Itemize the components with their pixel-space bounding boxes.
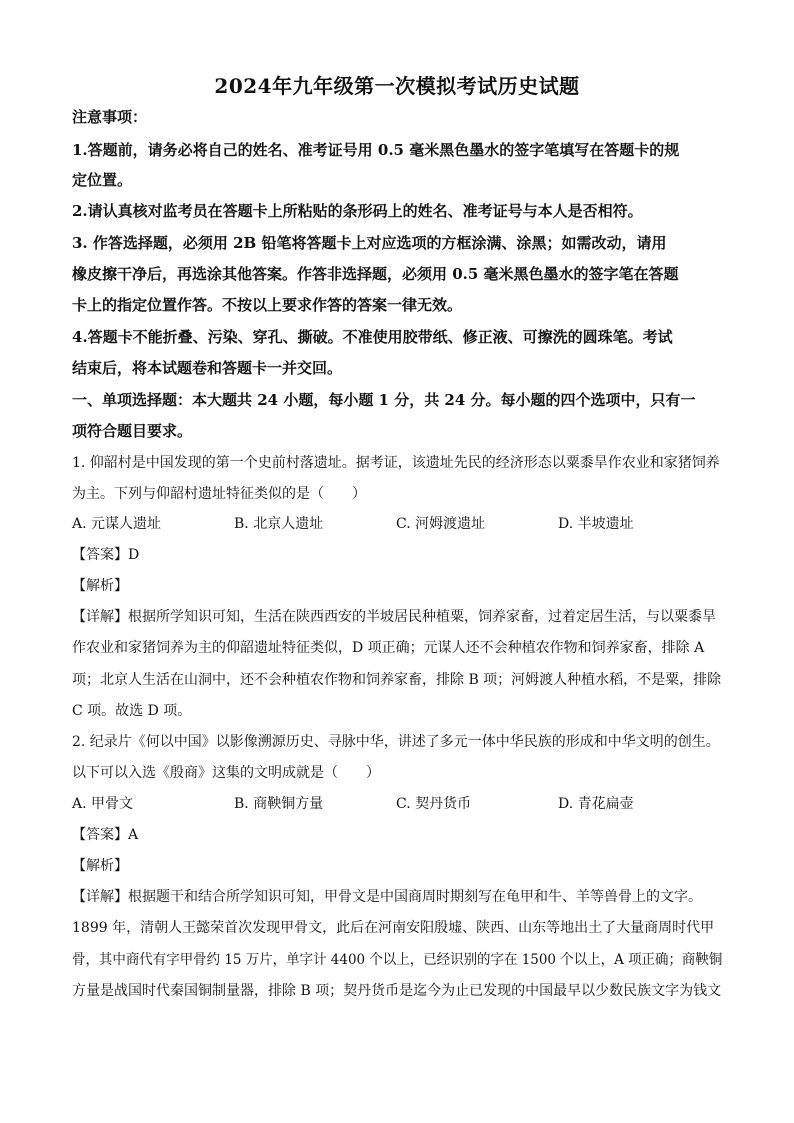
question-2-answer: 【答案】A	[72, 827, 139, 843]
notice-heading: 注意事项：	[72, 108, 148, 126]
question-2-detail-line-4: 方量是战国时代秦国铜制量器，排除 B 项；契丹货币是迄今为止已发现的中国最早以少数民族文字为钱文	[72, 983, 722, 999]
question-1-stem-line-1: 1. 仰韶村是中国发现的第一个史前村落遗址。据考证，该遗址先民的经济形态以粟黍旱作农业和家猪饲养	[72, 455, 720, 471]
question-1-answer: 【答案】D	[72, 547, 140, 563]
notice-item-3-line-1: 3. 作答选择题，必须用 2B 铅笔将答题卡上对应选项的方框涂满、涂黑；如需改动，请用	[72, 234, 667, 252]
notice-item-4-line-1: 4.答题卡不能折叠、污染、穿孔、撕破。不准使用胶带纸、修正液、可擦洗的圆珠笔。考试	[72, 328, 673, 346]
question-2-detail-line-1: 【详解】根据题干和结合所学知识可知，甲骨文是中国商周时期刻写在龟甲和牛、羊等兽骨上的文字。	[72, 889, 702, 905]
notice-item-3-line-3: 卡上的指定位置作答。不按以上要求作答的答案一律无效。	[72, 296, 463, 314]
question-2-stem-line-2: 以下可以入选《殷商》这集的文明成就是（ ）	[72, 765, 380, 781]
question-1-detail-line-1: 【详解】根据所学知识可知，生活在陕西西安的半坡居民种植粟，饲养家畜，过着定居生活，与以粟黍旱	[72, 609, 716, 625]
question-1-detail-line-3: 项；北京人生活在山洞中，还不会种植农作物和饲养家畜，排除 B 项；河姆渡人种植水稻，不是粟，排除	[72, 672, 722, 688]
question-2-analysis-label: 【解析】	[72, 858, 128, 874]
question-2-detail-line-3: 骨，其中商代有字甲骨约 15 万片，单字计 4400 个以上，已经识别的字在 1500 个以上，A 项正确；商鞅铜	[72, 952, 723, 968]
question-2-stem-line-1: 2. 纪录片《何以中国》以影像溯源历史、寻脉中华，讲述了多元一体中华民族的形成和中华文明的创生。	[72, 734, 720, 750]
question-2-option-a: A. 甲骨文	[72, 796, 134, 812]
question-1-option-c: C. 河姆渡遗址	[396, 516, 486, 532]
page-title: 2024年九年级第一次模拟考试历史试题	[214, 74, 580, 98]
question-2-detail-line-2: 1899 年，清朝人王懿荣首次发现甲骨文，此后在河南安阳殷墟、陕西、山东等地出土了大量商周时代甲	[72, 920, 715, 936]
question-1-option-d: D. 半坡遗址	[558, 516, 634, 532]
question-2-option-d: D. 青花扁壶	[558, 796, 634, 812]
question-1-option-a: A. 元谋人遗址	[72, 516, 162, 532]
question-1-option-b: B. 北京人遗址	[234, 516, 324, 532]
notice-item-1-line-2: 定位置。	[72, 171, 133, 189]
notice-item-3-line-2: 橡皮擦干净后，再选涂其他答案。作答非选择题，必须用 0.5 毫米黑色墨水的签字笔在答题	[72, 265, 679, 283]
notice-item-1-line-1: 1.答题前，请务必将自己的姓名、准考证号用 0.5 毫米黑色墨水的签字笔填写在答题卡的规	[72, 141, 680, 159]
question-1-analysis-label: 【解析】	[72, 578, 128, 594]
section-heading-line-1: 一、单项选择题：本大题共 24 小题，每小题 1 分，共 24 分。每小题的四个选项中，只有一	[72, 391, 696, 409]
section-heading-line-2: 项符合题目要求。	[72, 422, 193, 440]
question-1-stem-line-2: 为主。下列与仰韶村遗址特征类似的是（ ）	[72, 486, 366, 502]
notice-item-2: 2.请认真核对监考员在答题卡上所粘贴的条形码上的姓名、准考证号与本人是否相符。	[72, 202, 643, 220]
question-1-detail-line-2: 作农业和家猪饲养为主的仰韶遗址特征类似，D 项正确；元谋人还不会种植农作物和饲养家畜，排除 A	[72, 640, 705, 656]
notice-item-4-line-2: 结束后，将本试题卷和答题卡一并交回。	[72, 359, 343, 377]
question-1-detail-line-4: C 项。故选 D 项。	[72, 703, 192, 719]
question-2-option-b: B. 商鞅铜方量	[234, 796, 324, 812]
question-2-option-c: C. 契丹货币	[396, 796, 472, 812]
